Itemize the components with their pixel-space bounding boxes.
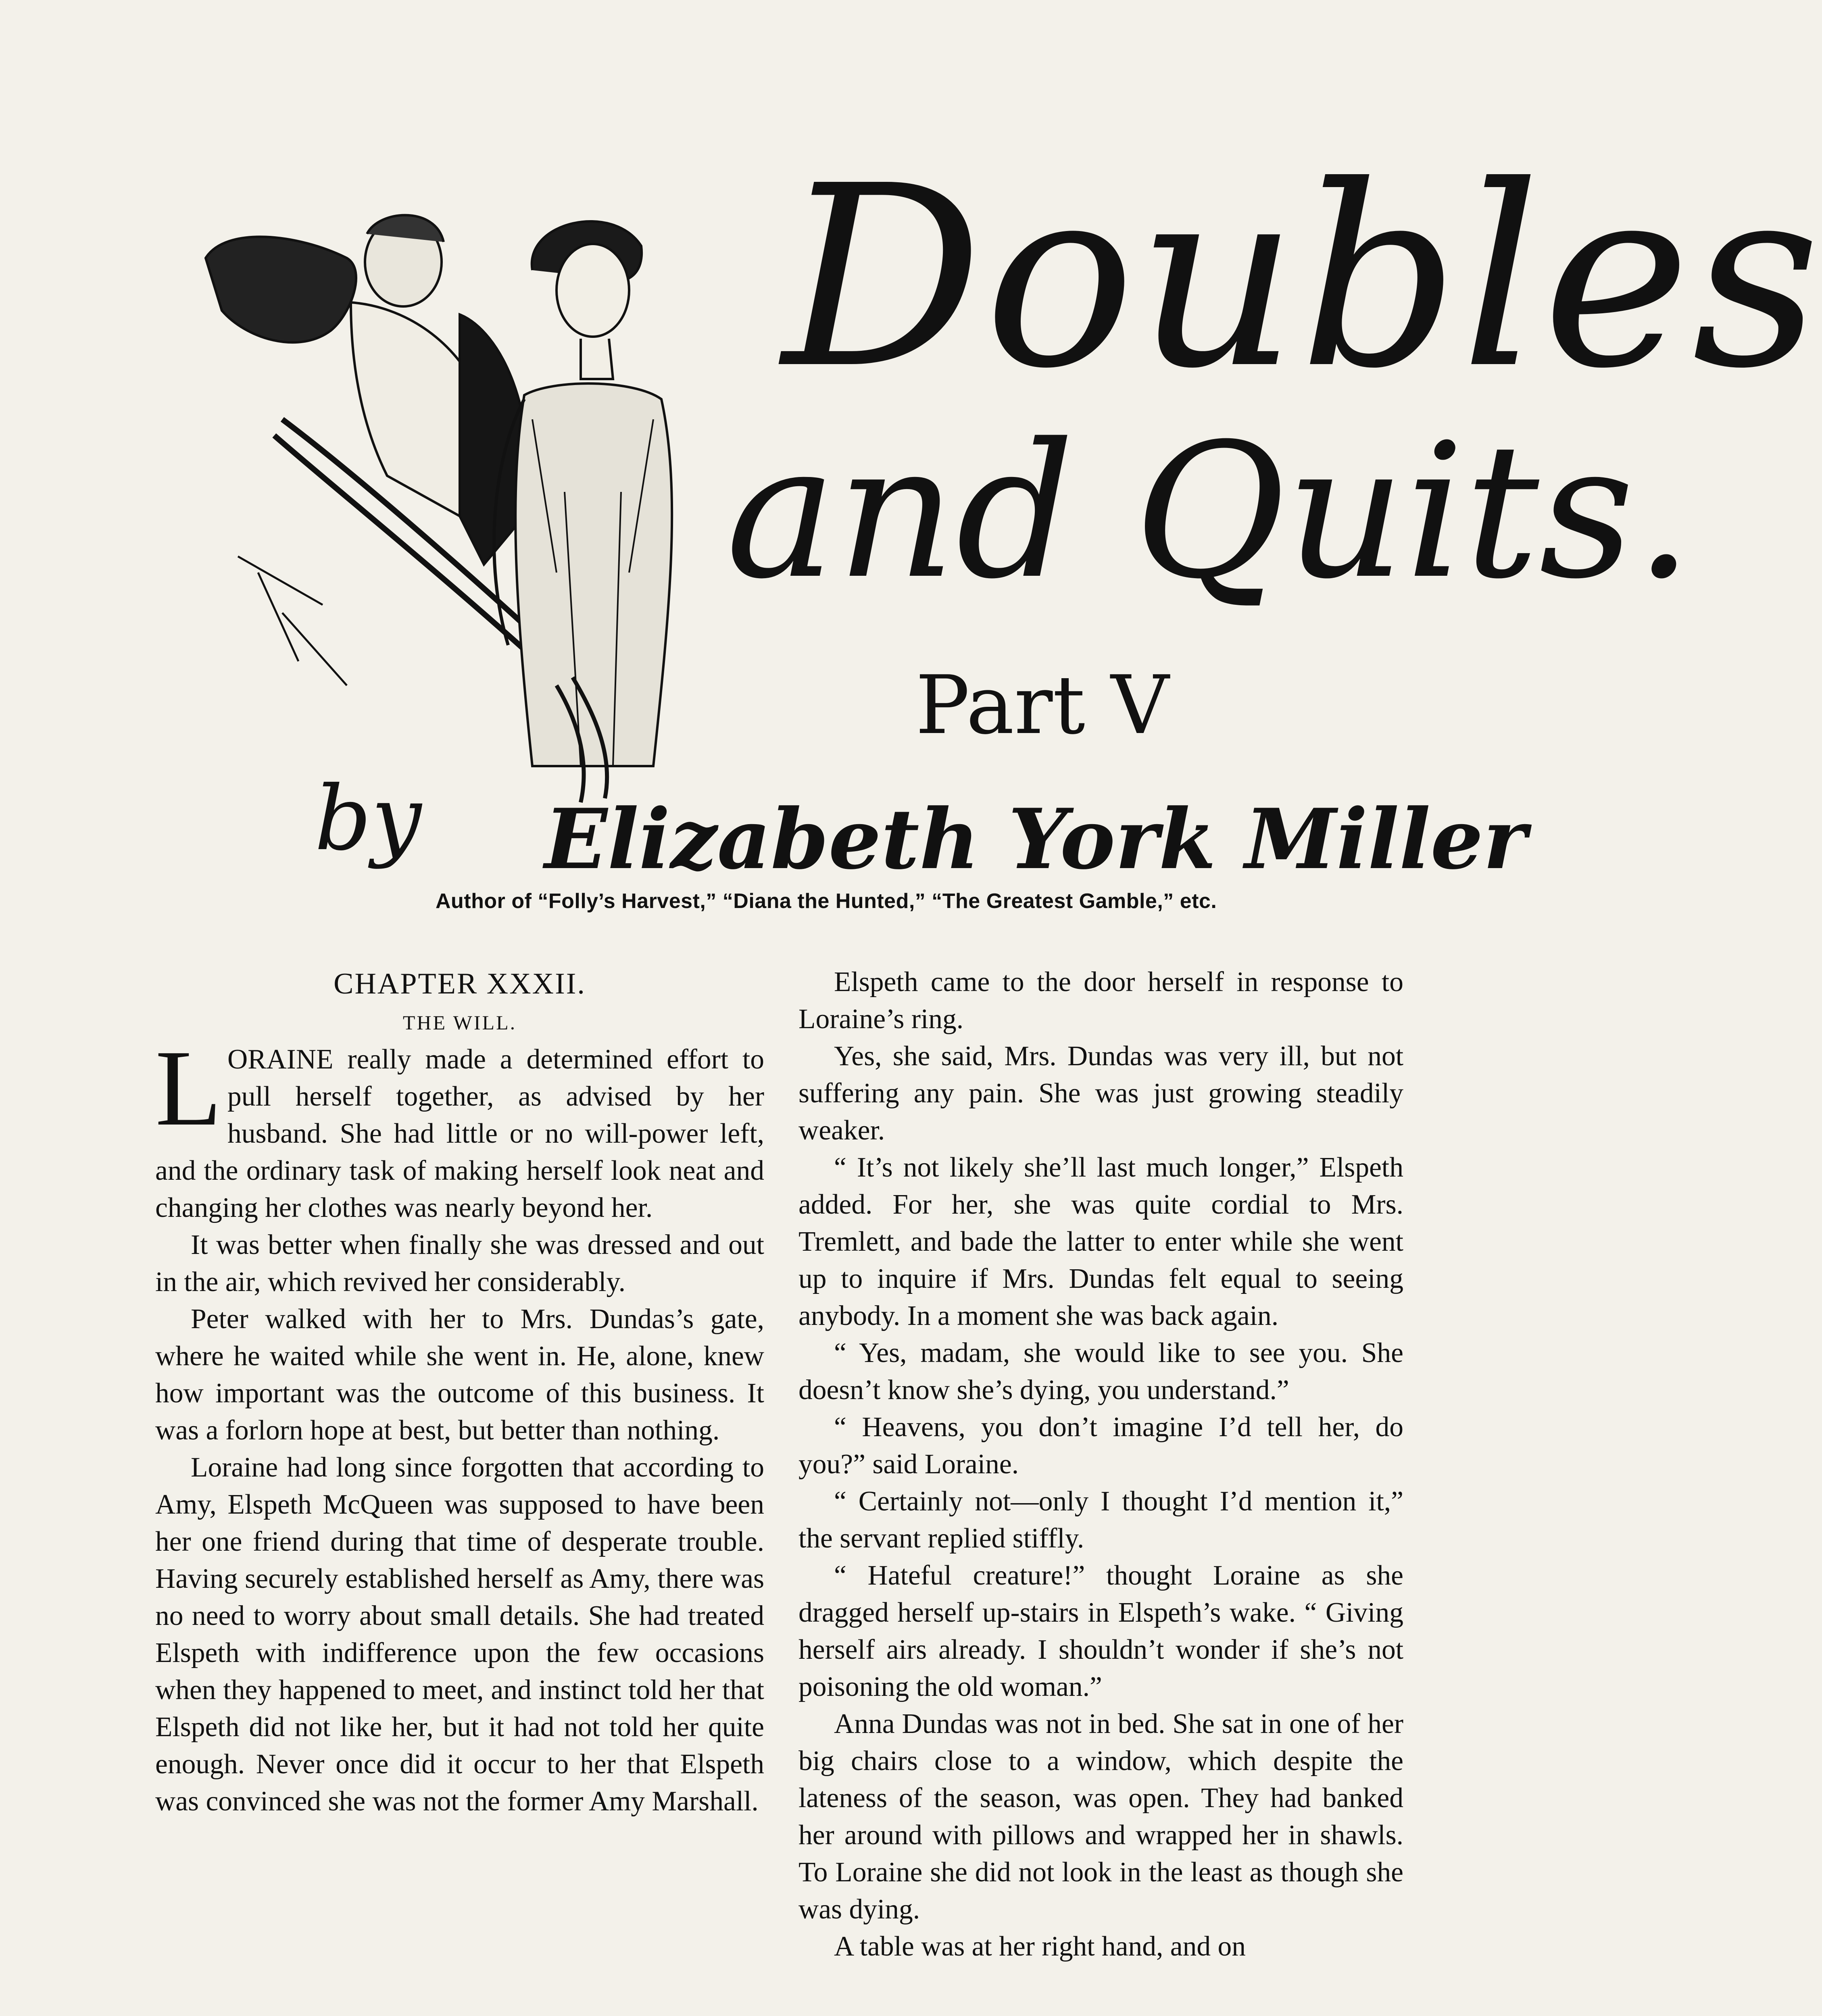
paragraph: Yes, she said, Mrs. Dundas was very ill, but not suffering any pain. She was just growing steadily weaker. <box>798 1041 1403 1146</box>
paragraph: A table was at her right hand, and on <box>834 1931 1246 1962</box>
story-title-line1: Doubles <box>782 133 1822 423</box>
chapter-title: THE WILL. <box>402 1011 517 1034</box>
paragraph: “ Heavens, you don’t imagine I’d tell her, do you?” said Loraine. <box>798 1412 1403 1480</box>
byline-prefix: by <box>315 767 422 870</box>
paragraph: “ Hateful creature!” thought Loraine as she dragged herself up-stairs in Elspeth’s wake. “ Giving herself airs already. I shouldn’t wonder if she’s not poisoning the old woman.” <box>798 1560 1403 1702</box>
chapter-heading: CHAPTER XXXII. <box>334 967 586 1000</box>
right-text-column <box>798 964 1403 1965</box>
paragraph-text: ORAINE really made a determined effort to pull herself together, as advised by her husband. She had little or no will-power left, and the ordinary task of making herself look neat and changing her clothes was nearly beyond her. <box>155 1044 764 1223</box>
author-credits: Author of “Folly’s Harvest,” “Diana the Hunted,” “The Greatest Gamble,” etc. <box>436 889 1217 913</box>
paragraph: It was better when finally she was dressed and out in the air, which revived her considerably. <box>155 1229 764 1297</box>
header-illustration <box>177 210 726 806</box>
paragraph: Loraine had long since forgotten that according to Amy, Elspeth McQueen was supposed to have been her one friend during that time of desperate trouble. Having securely established herself as Amy, there was no need to worry about small details. She had treated Elspeth with indifference upon the few occasions when they happened to meet, and instinct told her that Elspeth did not like her, but it had not told her quite enough. Never once did it occur to her that Elspeth was convinced she was not the former Amy Marshall. <box>155 1452 764 1817</box>
paragraph: Anna Dundas was not in bed. She sat in one of her big chairs close to a window, which despite the lateness of the season, was open. They had banked her around with pillows and wrapped her in shawls. To Loraine she did not look in the least as though she was dying. <box>798 1708 1403 1925</box>
part-label: Part V <box>915 658 1169 752</box>
paragraph <box>155 1028 764 1227</box>
paragraph: Peter walked with her to Mrs. Dundas’s gate, where he waited while she went in. He, alone, knew how important was the outcome of this business. It was a forlorn hope at best, but better than nothing. <box>155 1304 764 1446</box>
paragraph: Elspeth came to the door herself in response to Loraine’s ring. <box>798 966 1403 1035</box>
paragraph: “ It’s not likely she’ll last much longer,” Elspeth added. For her, she was quite cordial to Mrs. Tremlett, and bade the latter to enter while she went up to inquire if Mrs. Dundas felt equal to seeing anybody. In a moment she was back again. <box>798 1152 1403 1331</box>
left-text-column <box>155 964 764 1820</box>
paragraph: “ Yes, madam, she would like to see you. She doesn’t know she’s dying, you understand.” <box>798 1337 1403 1406</box>
story-title-line2: and Quits. <box>726 404 1693 620</box>
paragraph: “ Certainly not—only I thought I’d mention it,” the servant replied stiffly. <box>798 1486 1403 1554</box>
author-name: Elizabeth York Miller <box>544 791 1527 888</box>
drop-cap: L <box>155 1028 222 1148</box>
